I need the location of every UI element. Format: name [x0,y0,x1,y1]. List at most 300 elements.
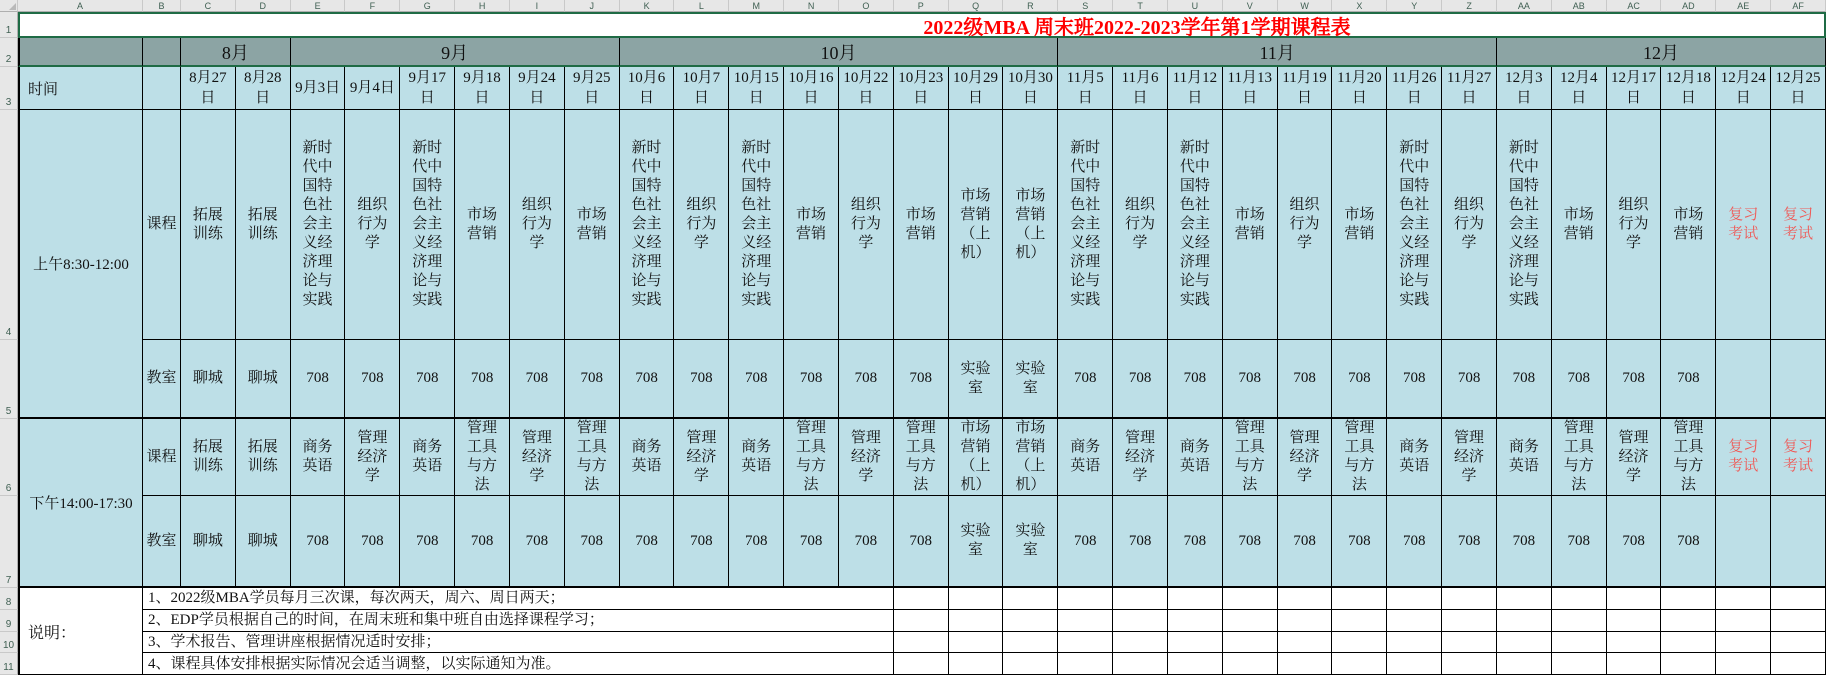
empty-cell[interactable] [1552,653,1607,675]
empty-cell[interactable] [1168,653,1223,675]
room-cell[interactable] [1771,340,1826,419]
column-letter-Q[interactable] [949,0,1004,12]
column-letter-Y[interactable] [1387,0,1442,12]
room-cell[interactable] [510,340,565,419]
month-row-cell-b[interactable] [143,38,181,67]
course-cell-text: 组织行为学 [1289,197,1320,251]
room-cell[interactable] [729,496,784,588]
course-cell-text: 管理经济学 [1125,429,1156,484]
empty-cell[interactable] [1771,632,1826,654]
empty-cell[interactable] [1771,588,1826,610]
empty-cell[interactable] [1607,610,1662,632]
course-row-label[interactable] [143,419,181,496]
room-cell[interactable] [1168,340,1223,419]
course-cell[interactable] [1497,419,1552,496]
empty-cell[interactable] [1442,653,1497,675]
course-cell-text: 组织行为学 [1125,197,1156,251]
room-cell[interactable] [1607,340,1662,419]
room-cell[interactable] [1442,340,1497,419]
room-cell[interactable] [236,496,291,588]
room-cell[interactable] [510,496,565,588]
empty-cell[interactable] [1716,653,1771,675]
row-number-6[interactable] [0,419,18,496]
room-cell[interactable] [181,340,236,419]
row-number-2[interactable] [0,38,18,67]
empty-cell[interactable] [1716,632,1771,654]
empty-cell[interactable] [1223,653,1278,675]
room-cell[interactable] [236,340,291,419]
month-cell[interactable] [291,38,620,67]
month-row-cell-a[interactable] [18,38,143,67]
course-cell-text: 新时代中国特色社会主义经济理论与实践 [302,140,333,308]
room-cell[interactable] [1387,340,1442,419]
date-cell[interactable] [181,67,236,110]
row-number-1[interactable] [0,12,18,38]
empty-cell[interactable] [1387,653,1442,675]
column-letter-V[interactable] [1223,0,1278,12]
row-number-9[interactable] [0,610,18,632]
course-cell[interactable] [455,110,510,340]
empty-cell[interactable] [1607,653,1662,675]
empty-cell[interactable] [894,632,949,654]
empty-cell[interactable] [1058,653,1113,675]
empty-cell[interactable] [1003,653,1058,675]
row-number-10[interactable] [0,632,18,654]
empty-cell[interactable] [1552,588,1607,610]
room-cell[interactable] [455,496,510,588]
course-cell[interactable] [1497,110,1552,340]
room-cell[interactable] [1332,496,1387,588]
room-cell[interactable] [620,496,675,588]
empty-cell[interactable] [1661,610,1716,632]
room-cell-text: 708 [1402,532,1426,549]
column-letter-Z[interactable] [1442,0,1497,12]
room-cell[interactable] [1497,496,1552,588]
empty-cell[interactable] [1497,632,1552,654]
column-letter-AD[interactable] [1661,0,1716,12]
column-letter-T[interactable] [1113,0,1168,12]
course-cell[interactable] [1661,110,1716,340]
empty-cell[interactable] [1332,653,1387,675]
date-cell[interactable] [565,67,620,110]
course-cell[interactable] [1058,419,1113,496]
room-cell[interactable] [949,496,1004,588]
column-letter-N[interactable] [784,0,839,12]
course-cell[interactable] [1113,419,1168,496]
empty-cell[interactable] [1387,588,1442,610]
date-row-cell-b[interactable] [143,67,181,110]
empty-cell[interactable] [1387,632,1442,654]
course-cell[interactable] [400,110,455,340]
month-cell[interactable] [1497,38,1826,67]
date-cell[interactable] [1168,67,1223,110]
room-cell[interactable] [674,340,729,419]
empty-cell[interactable] [1278,653,1333,675]
column-letter-H[interactable] [455,0,510,12]
empty-cell[interactable] [1113,610,1168,632]
column-letter-K[interactable] [620,0,675,12]
course-cell[interactable] [839,419,894,496]
time-header-cell[interactable] [18,67,143,110]
course-cell[interactable] [729,419,784,496]
course-cell[interactable] [1661,419,1716,496]
date-cell[interactable] [729,67,784,110]
empty-cell[interactable] [1771,653,1826,675]
date-cell[interactable] [1003,67,1058,110]
empty-cell[interactable] [1607,632,1662,654]
room-cell[interactable] [1058,340,1113,419]
course-cell[interactable] [565,419,620,496]
empty-cell[interactable] [894,588,949,610]
course-cell[interactable] [1716,419,1771,496]
row-number-8[interactable] [0,588,18,610]
empty-cell[interactable] [1497,610,1552,632]
room-cell[interactable] [1058,496,1113,588]
course-cell[interactable] [620,419,675,496]
course-cell[interactable] [1332,110,1387,340]
course-cell[interactable] [1168,419,1223,496]
date-cell[interactable] [784,67,839,110]
course-cell[interactable] [729,110,784,340]
row-number-11[interactable] [0,653,18,675]
note-text-cell[interactable] [143,588,894,610]
row-number-3[interactable] [0,67,18,110]
room-cell[interactable] [1003,340,1058,419]
date-cell[interactable] [1716,67,1771,110]
empty-cell[interactable] [1661,588,1716,610]
month-cell-text: 12月 [1642,42,1679,63]
empty-cell[interactable] [1607,588,1662,610]
month-cell[interactable] [181,38,291,67]
empty-cell[interactable] [1278,632,1333,654]
column-letter-G[interactable] [400,0,455,12]
empty-cell[interactable] [1058,588,1113,610]
empty-cell[interactable] [949,632,1004,654]
course-cell[interactable] [1771,110,1826,340]
room-cell-text: 708 [635,532,658,549]
room-cell[interactable] [400,496,455,588]
course-cell[interactable] [236,419,291,496]
date-cell[interactable] [1387,67,1442,110]
room-cell[interactable] [894,496,949,588]
room-cell[interactable] [1661,496,1716,588]
empty-cell[interactable] [1003,610,1058,632]
room-cell[interactable] [291,340,346,419]
course-cell[interactable] [1442,419,1497,496]
empty-cell[interactable] [1442,588,1497,610]
room-cell[interactable] [1223,340,1278,419]
date-cell[interactable] [894,67,949,110]
empty-cell[interactable] [1332,610,1387,632]
course-cell[interactable] [291,110,346,340]
empty-cell[interactable] [1716,610,1771,632]
room-cell[interactable] [674,496,729,588]
empty-cell[interactable] [949,653,1004,675]
room-cell-text: 708 [580,532,603,549]
empty-cell[interactable] [949,588,1004,610]
empty-cell[interactable] [1661,653,1716,675]
date-cell[interactable] [1113,67,1168,110]
course-cell[interactable] [1223,110,1278,340]
empty-cell[interactable] [1223,610,1278,632]
select-all-corner[interactable] [0,0,18,12]
course-cell[interactable] [1387,110,1442,340]
course-cell[interactable] [236,110,291,340]
column-letter-S[interactable] [1058,0,1113,12]
date-cell[interactable] [236,67,291,110]
course-cell[interactable] [784,419,839,496]
room-cell[interactable] [565,340,620,419]
empty-cell[interactable] [1442,632,1497,654]
course-cell[interactable] [894,419,949,496]
empty-cell[interactable] [1716,588,1771,610]
room-cell[interactable] [400,340,455,419]
column-letter-F-text: F [369,0,376,11]
empty-cell[interactable] [1223,632,1278,654]
column-letter-O[interactable] [839,0,894,12]
course-cell[interactable] [784,110,839,340]
room-cell[interactable] [784,496,839,588]
course-cell[interactable] [1113,110,1168,340]
course-cell[interactable] [345,419,400,496]
room-cell[interactable] [1661,340,1716,419]
course-cell-text: 管理工具与方法 [467,420,498,493]
session-time-cell[interactable] [18,419,143,588]
empty-cell[interactable] [1003,632,1058,654]
date-cell-text: 10月16日 [788,70,834,106]
course-cell[interactable] [620,110,675,340]
empty-cell[interactable] [1387,610,1442,632]
column-letter-AE[interactable] [1716,0,1771,12]
column-letter-F[interactable] [345,0,400,12]
course-cell[interactable] [1003,419,1058,496]
course-cell[interactable] [1442,110,1497,340]
course-cell[interactable] [400,419,455,496]
room-cell-text: 708 [744,532,768,549]
course-cell[interactable] [949,419,1004,496]
row-number-4[interactable] [0,110,18,340]
column-letter-U[interactable] [1168,0,1223,12]
empty-cell[interactable] [1168,610,1223,632]
course-cell[interactable] [839,110,894,340]
column-letter-V-text: V [1246,0,1253,11]
date-cell[interactable] [455,67,510,110]
course-cell[interactable] [565,110,620,340]
course-cell[interactable] [510,419,565,496]
date-cell[interactable] [949,67,1004,110]
course-cell[interactable] [455,419,510,496]
room-cell[interactable] [729,340,784,419]
date-cell[interactable] [1442,67,1497,110]
column-letter-C[interactable] [181,0,236,12]
room-cell[interactable] [181,496,236,588]
room-cell[interactable] [455,340,510,419]
course-cell[interactable] [345,110,400,340]
empty-cell[interactable] [949,610,1004,632]
course-cell[interactable] [181,419,236,496]
room-cell[interactable] [1168,496,1223,588]
column-letter-J[interactable] [565,0,620,12]
course-cell[interactable] [1058,110,1113,340]
course-cell-text: 商务英语 [1399,439,1430,474]
date-cell[interactable] [1278,67,1333,110]
date-cell[interactable] [1607,67,1662,110]
row-number-7[interactable] [0,496,18,588]
room-cell[interactable] [1716,340,1771,419]
column-letter-E[interactable] [291,0,346,12]
date-cell[interactable] [1661,67,1716,110]
course-cell[interactable] [291,419,346,496]
room-cell[interactable] [784,340,839,419]
column-letter-AC[interactable] [1607,0,1662,12]
column-letter-I[interactable] [510,0,565,12]
room-row-label[interactable] [143,496,181,588]
empty-cell[interactable] [1552,632,1607,654]
date-cell[interactable] [400,67,455,110]
room-cell[interactable] [1278,496,1333,588]
room-cell[interactable] [1113,496,1168,588]
room-cell[interactable] [1552,340,1607,419]
empty-cell[interactable] [1058,610,1113,632]
room-cell[interactable] [1387,496,1442,588]
empty-cell[interactable] [1552,610,1607,632]
note-text-cell[interactable] [143,610,894,632]
date-cell[interactable] [1497,67,1552,110]
course-cell[interactable] [1552,110,1607,340]
room-cell[interactable] [1278,340,1333,419]
column-letter-L[interactable] [674,0,729,12]
course-cell[interactable] [1278,419,1333,496]
date-cell[interactable] [674,67,729,110]
course-cell[interactable] [1168,110,1223,340]
date-cell[interactable] [1223,67,1278,110]
column-letter-B[interactable] [143,0,181,12]
empty-cell[interactable] [1003,588,1058,610]
room-cell[interactable] [949,340,1004,419]
empty-cell[interactable] [1168,632,1223,654]
empty-cell[interactable] [1113,632,1168,654]
room-cell[interactable] [1223,496,1278,588]
column-letter-M[interactable] [729,0,784,12]
note-text-cell[interactable] [143,632,894,654]
room-cell[interactable] [345,340,400,419]
date-cell[interactable] [1058,67,1113,110]
room-cell[interactable] [839,340,894,419]
course-cell[interactable] [1332,419,1387,496]
room-cell[interactable] [1003,496,1058,588]
room-cell[interactable] [839,496,894,588]
column-letter-AB[interactable] [1552,0,1607,12]
empty-cell[interactable] [1113,653,1168,675]
empty-cell[interactable] [1332,632,1387,654]
room-cell[interactable] [1552,496,1607,588]
column-letter-D[interactable] [236,0,291,12]
empty-cell[interactable] [1278,610,1333,632]
course-row-label[interactable] [143,110,181,340]
session-time-cell[interactable] [18,110,143,419]
empty-cell[interactable] [1168,588,1223,610]
date-cell[interactable] [1332,67,1387,110]
course-cell[interactable] [1716,110,1771,340]
empty-cell[interactable] [1058,632,1113,654]
date-cell[interactable] [510,67,565,110]
room-cell[interactable] [1716,496,1771,588]
date-cell[interactable] [291,67,346,110]
room-cell[interactable] [894,340,949,419]
date-cell[interactable] [1771,67,1826,110]
course-cell[interactable] [510,110,565,340]
empty-cell[interactable] [1661,632,1716,654]
empty-cell[interactable] [1497,588,1552,610]
schedule-title-cell[interactable] [18,12,1826,38]
column-letter-R[interactable] [1003,0,1058,12]
date-cell[interactable] [345,67,400,110]
room-cell-text: 708 [470,532,494,549]
column-letter-P[interactable] [894,0,949,12]
course-cell[interactable] [1771,419,1826,496]
course-cell[interactable] [1607,110,1662,340]
empty-cell[interactable] [1442,610,1497,632]
room-cell[interactable] [345,496,400,588]
month-cell[interactable] [620,38,1059,67]
course-cell[interactable] [894,110,949,340]
empty-cell[interactable] [1223,588,1278,610]
course-cell[interactable] [1003,110,1058,340]
room-cell[interactable] [1113,340,1168,419]
course-cell[interactable] [949,110,1004,340]
course-cell[interactable] [1607,419,1662,496]
room-cell[interactable] [291,496,346,588]
course-cell[interactable] [674,419,729,496]
room-row-label[interactable] [143,340,181,419]
course-cell[interactable] [1278,110,1333,340]
empty-cell[interactable] [894,653,949,675]
course-cell[interactable] [1552,419,1607,496]
room-cell[interactable] [1332,340,1387,419]
room-cell-text: 实验室 [1015,360,1046,396]
room-cell[interactable] [565,496,620,588]
room-cell[interactable] [1607,496,1662,588]
date-cell[interactable] [620,67,675,110]
column-letter-Q-text: Q [972,0,980,11]
column-letter-A[interactable] [18,0,143,12]
room-cell[interactable] [620,340,675,419]
date-cell[interactable] [1552,67,1607,110]
notes-label-cell[interactable] [18,588,143,675]
course-cell[interactable] [181,110,236,340]
date-cell[interactable] [839,67,894,110]
empty-cell[interactable] [1771,610,1826,632]
empty-cell[interactable] [1332,588,1387,610]
column-letter-W[interactable] [1278,0,1333,12]
empty-cell[interactable] [1497,653,1552,675]
room-cell[interactable] [1442,496,1497,588]
month-cell[interactable] [1058,38,1497,67]
column-letter-X[interactable] [1332,0,1387,12]
note-text-cell[interactable] [143,653,894,675]
room-cell[interactable] [1497,340,1552,419]
course-cell[interactable] [674,110,729,340]
course-cell[interactable] [1387,419,1442,496]
room-cell[interactable] [1771,496,1826,588]
column-letter-AA[interactable] [1497,0,1552,12]
row-number-5[interactable] [0,340,18,419]
empty-cell[interactable] [894,610,949,632]
course-cell[interactable] [1223,419,1278,496]
empty-cell[interactable] [1278,588,1333,610]
column-letter-AF[interactable] [1771,0,1826,12]
empty-cell[interactable] [1113,588,1168,610]
